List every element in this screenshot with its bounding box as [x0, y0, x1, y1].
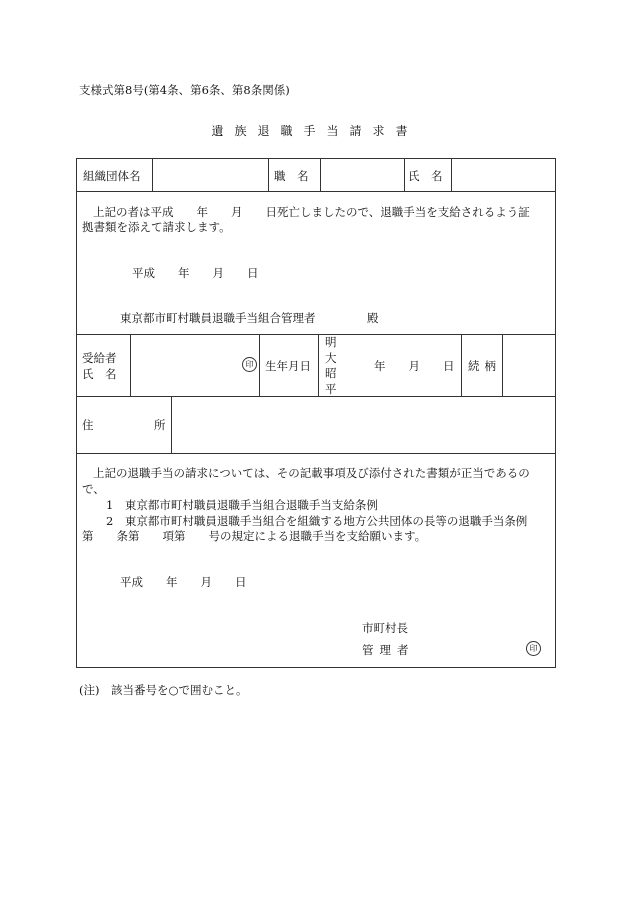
name-field[interactable]	[454, 161, 552, 189]
row-divider-3	[77, 396, 555, 397]
position-label: 職 名	[274, 169, 309, 183]
relationship-label: 続柄	[468, 359, 501, 373]
col-divider	[404, 159, 405, 191]
organization-label: 組織団体名	[83, 169, 141, 183]
request-form-table	[76, 158, 556, 668]
certification-date: 平成 年 月 日	[120, 575, 247, 589]
certification-line1: 上記の退職手当の請求については、その記載事項及び添付された書類が正当であるの	[93, 466, 530, 480]
col-divider	[130, 334, 131, 396]
claimant-label-line2: 氏 名	[82, 367, 117, 381]
regulation-item-1: 1 東京都市町村職員退職手当組合退職手当支給条例	[106, 498, 378, 512]
request-text-line1: 上記の者は平成 年 月 日死亡しましたので、退職手当を支給されるよう証	[93, 205, 530, 219]
col-divider	[152, 159, 153, 191]
name-label: 氏 名	[408, 169, 443, 183]
seal-icon: 印	[526, 641, 541, 656]
col-divider	[318, 334, 319, 396]
manager-label: 管理者	[362, 643, 415, 657]
birth-date-value: 年 月 日	[374, 359, 455, 373]
row-divider-1	[77, 191, 555, 192]
address-label-left: 住	[82, 418, 94, 432]
col-divider	[502, 334, 503, 396]
era-list	[325, 335, 337, 397]
honorific: 殿	[367, 311, 379, 325]
form-number-label: 支様式第8号(第4条、第6条、第8条関係)	[79, 83, 290, 97]
footnote: (注) 該当番号を○で囲むこと。	[79, 683, 248, 697]
seal-icon: 印	[242, 357, 257, 372]
row-divider-2	[77, 334, 555, 335]
col-divider	[171, 396, 172, 453]
certification-line3: 第 条第 項第 号の規定による退職手当を支給願います。	[82, 529, 427, 543]
col-divider	[461, 334, 462, 396]
col-divider	[259, 334, 260, 396]
document-title	[0, 122, 630, 139]
col-divider	[451, 159, 452, 191]
era-meiji[interactable]: 明	[325, 335, 337, 349]
request-text-line2: 拠書類を添えて請求します。	[82, 220, 231, 234]
era-taisho[interactable]: 大	[325, 350, 337, 365]
position-field[interactable]	[323, 161, 401, 189]
request-date: 平成 年 月 日	[132, 266, 259, 280]
address-field[interactable]	[175, 399, 553, 450]
addressee: 東京都市町村職員退職手当組合管理者	[120, 311, 316, 325]
relationship-field[interactable]	[505, 337, 553, 393]
claimant-label-line1: 受給者	[82, 351, 117, 365]
regulation-item-2: 2 東京都市町村職員退職手当組合を組織する地方公共団体の長等の退職手当条例	[106, 514, 528, 528]
era-heisei[interactable]: 平	[325, 381, 337, 396]
mayor-label: 市町村長	[362, 621, 408, 635]
row-divider-4	[77, 453, 555, 454]
col-divider	[320, 159, 321, 191]
birth-date-label: 生年月日	[265, 359, 311, 373]
document-title-text: 遺族退職手当請求書	[211, 124, 419, 138]
address-label-right: 所	[154, 418, 166, 432]
col-divider	[268, 159, 269, 191]
certification-line2: で、	[82, 482, 105, 496]
era-showa[interactable]: 昭	[325, 366, 337, 380]
organization-field[interactable]	[175, 161, 265, 189]
claimant-name-field[interactable]	[133, 337, 243, 393]
